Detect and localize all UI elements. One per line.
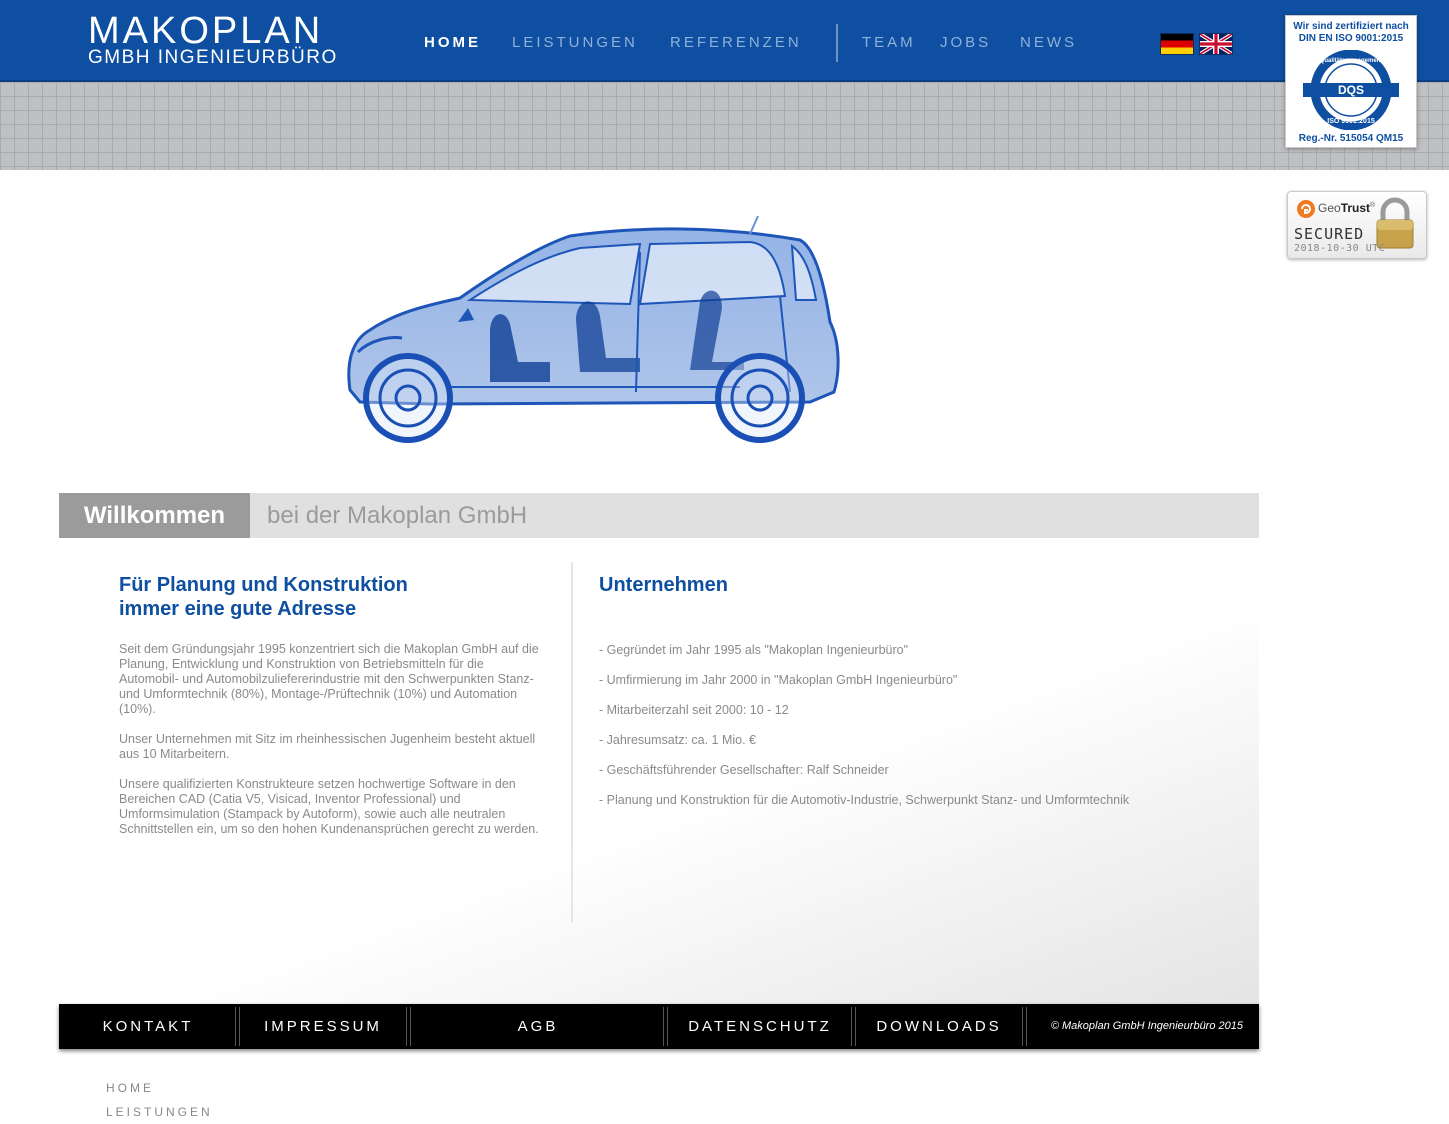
welcome-subtitle: bei der Makoplan GmbH — [267, 502, 528, 529]
column-divider — [571, 562, 573, 922]
list-item: - Geschäftsführender Gesellschafter: Ralf Schneider — [599, 763, 889, 777]
makoplan-logo[interactable] — [88, 10, 338, 68]
company-facts-list — [599, 642, 1219, 822]
footer-bar — [59, 1004, 1259, 1049]
iso-certificate-badge[interactable] — [1285, 15, 1417, 148]
de-flag-icon[interactable] — [1160, 33, 1194, 55]
footer-link-datenschutz[interactable]: DATENSCHUTZ — [688, 1018, 832, 1035]
front-wheel — [366, 356, 450, 440]
seal-logo-text: DQS — [1337, 83, 1365, 97]
software-paragraph: Unsere qualifizierten Konstrukteure setzen hochwertige Software in den Bereichen CAD (Catia V5, Visicad, Inventor Professional) und Umformsimulation (Stampack by Autoform), sowie auch alle neutralen Schnittstellen ein, um so den hohen Kundenansprüchen gerecht zu werden. — [119, 777, 539, 836]
nav-team[interactable]: TEAM — [862, 34, 916, 51]
copyright-text: © Makoplan GmbH Ingenieurbüro 2015 — [1050, 1020, 1243, 1032]
site-header — [0, 0, 1449, 82]
left-heading: Für Planung und Konstruktion immer eine gute Adresse — [119, 574, 408, 620]
list-item: - Jahresumsatz: ca. 1 Mio. € — [599, 733, 757, 747]
logo-name-top: MAKOPLAN — [88, 10, 324, 52]
mini-nav-leistungen[interactable]: LEISTUNGEN — [106, 1105, 213, 1119]
nav-home[interactable]: HOME — [424, 34, 481, 51]
iso-line2: DIN EN ISO 9001:2015 — [1298, 33, 1404, 44]
left-paragraphs — [119, 642, 539, 852]
nav-leistungen[interactable]: LEISTUNGEN — [512, 34, 638, 51]
iso-line1: Wir sind zertifiziert nach — [1293, 21, 1409, 32]
svg-text:Qualitätsmanagement: Qualitätsmanagement — [1319, 58, 1383, 64]
geotrust-logo-icon — [1296, 199, 1316, 219]
list-item: - Mitarbeiterzahl seit 2000: 10 - 12 — [599, 703, 789, 717]
nav-jobs[interactable]: JOBS — [940, 34, 992, 51]
footer-link-agb[interactable]: AGB — [517, 1018, 559, 1035]
rear-wheel — [718, 356, 802, 440]
mini-nav-home[interactable]: HOME — [106, 1081, 154, 1095]
footer-link-impressum[interactable]: IMPRESSUM — [264, 1018, 382, 1035]
geotrust-secured: SECURED — [1294, 225, 1365, 243]
footer-link-kontakt[interactable]: KONTAKT — [102, 1018, 194, 1035]
geotrust-date: 2018-10-30 UTC — [1294, 243, 1386, 254]
header-grid-band — [0, 82, 1449, 170]
list-item: - Gegründet im Jahr 1995 als "Makoplan Ingenieurbüro" — [599, 643, 909, 657]
geotrust-brand: GeoTrust® — [1318, 201, 1376, 215]
list-item: - Planung und Konstruktion für die Automotiv-Industrie, Schwerpunkt Stanz- und Umformtechnik — [599, 793, 1130, 807]
footer-divider — [1022, 1007, 1027, 1046]
logo-name-bottom: GMBH INGENIEURBÜRO — [88, 47, 338, 68]
bottom-mini-nav — [106, 1076, 213, 1124]
svg-text:ISO 9001:2015: ISO 9001:2015 — [1327, 118, 1375, 125]
intro-paragraph: Seit dem Gründungsjahr 1995 konzentriert sich die Makoplan GmbH auf die Planung, Entwicklung und Konstruktion von Betriebsmitteln für die Automobil- und Automobilzuliefererindustrie mit den Schwerpunkten Stanz- und Umformtechnik (80%), Montage-/Prüftechnik (10%) und Automation (10%). — [119, 642, 539, 716]
iso-reg-number: Reg.-Nr. 515054 QM15 — [1298, 133, 1404, 144]
location-paragraph: Unser Unternehmen mit Sitz im rheinhessischen Jugenheim besteht aktuell aus 10 Mitarbeitern. — [119, 732, 536, 761]
welcome-label: Willkommen — [59, 493, 250, 538]
nav-divider — [836, 24, 838, 62]
dqs-seal-icon — [1301, 50, 1401, 130]
xray-car-illustration — [340, 212, 850, 444]
uk-flag-icon[interactable] — [1199, 33, 1233, 55]
footer-link-downloads[interactable]: DOWNLOADS — [876, 1018, 1002, 1035]
nav-referenzen[interactable]: REFERENZEN — [670, 34, 802, 51]
nav-news[interactable]: NEWS — [1020, 34, 1077, 51]
geotrust-seal[interactable] — [1287, 191, 1427, 259]
list-item: - Umfirmierung im Jahr 2000 in "Makoplan GmbH Ingenieurbüro" — [599, 673, 958, 687]
right-heading: Unternehmen — [599, 574, 728, 596]
welcome-bar — [59, 493, 1259, 538]
